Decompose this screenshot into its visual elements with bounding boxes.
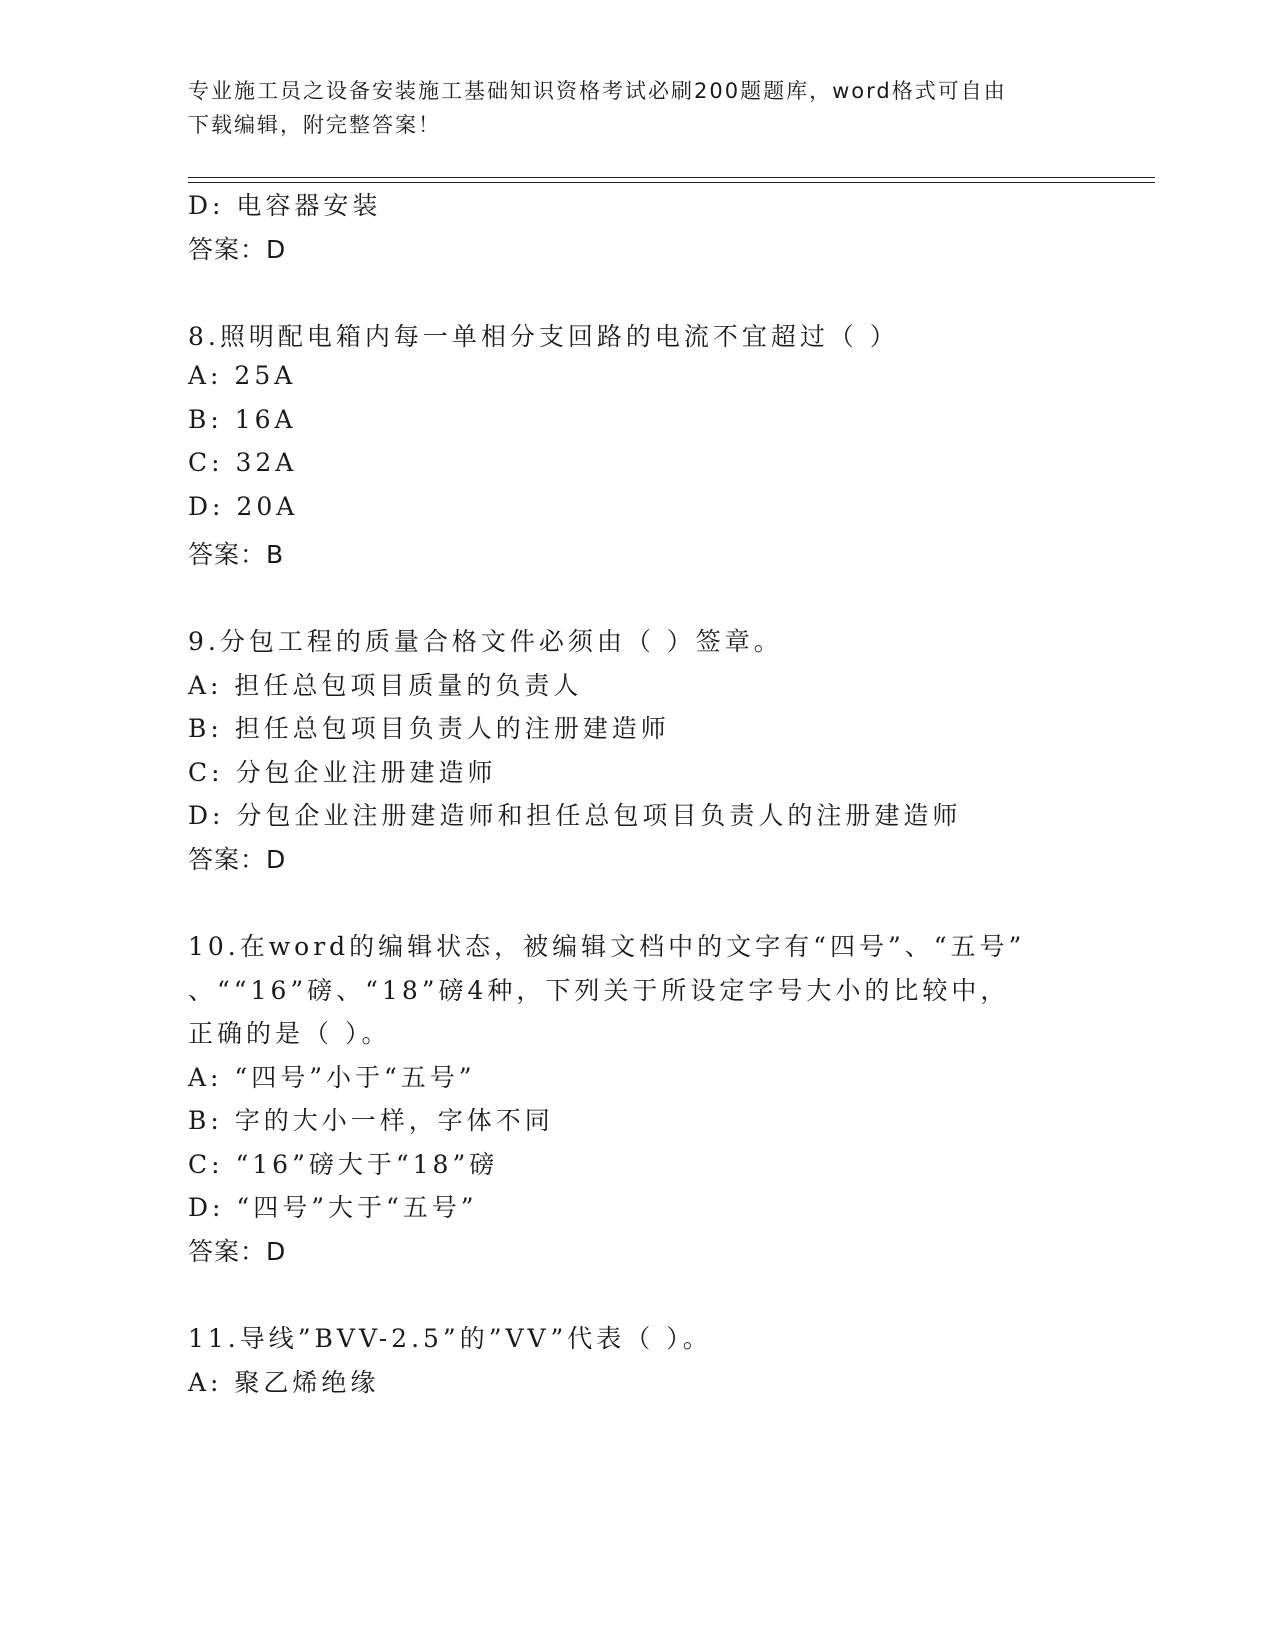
question-9: 9.分包工程的质量合格文件必须由（ ）签章。 [188, 627, 783, 656]
option-a: A: 聚乙烯绝缘 [188, 1368, 380, 1397]
question-8: 8.照明配电箱内每一单相分支回路的电流不宜超过（ ） [188, 322, 899, 351]
header-line-1: 专业施工员之设备安装施工基础知识资格考试必刷200题题库，word格式可自由 [188, 79, 1007, 103]
question-10: 10.在word的编辑状态，被编辑文档中的文字有“四号”、“五号” [188, 932, 1026, 961]
option-b: B: 16A [188, 405, 297, 434]
option-a: A: 担任总包项目质量的负责人 [188, 671, 583, 700]
document-header [188, 74, 1068, 142]
option-a: A: “四号”小于“五号” [188, 1063, 476, 1092]
option-b: B: 字的大小一样，字体不同 [188, 1106, 554, 1135]
header-divider-bottom [188, 182, 1155, 183]
option-d: D: 20A [188, 492, 299, 521]
option-c: C: “16”磅大于“18”磅 [188, 1150, 499, 1179]
option-d: D: 分包企业注册建造师和担任总包项目负责人的注册建造师 [188, 801, 962, 830]
option-a: A: 25A [188, 361, 297, 390]
option-b: B: 担任总包项目负责人的注册建造师 [188, 714, 670, 743]
option-c: C: 32A [188, 448, 298, 477]
header-line-2: 下载编辑，附完整答案！ [188, 113, 441, 137]
header-divider-top [188, 177, 1155, 178]
option-c: C: 分包企业注册建造师 [188, 758, 497, 787]
question-11: 11.导线”BVV-2.5”的”VV”代表（ ）。 [188, 1324, 712, 1353]
option-d: D: “四号”大于“五号” [188, 1193, 478, 1222]
answer: 答案：B [188, 540, 285, 569]
answer: 答案：D [188, 845, 287, 874]
option-d: D: 电容器安装 [188, 191, 382, 220]
answer: 答案：D [188, 1237, 287, 1266]
question-10-line-2: 、““16”磅、“18”磅4种，下列关于所设定字号大小的比较中， [188, 976, 1010, 1005]
answer: 答案：D [188, 235, 287, 264]
question-10-line-3: 正确的是（ ）。 [188, 1019, 391, 1048]
